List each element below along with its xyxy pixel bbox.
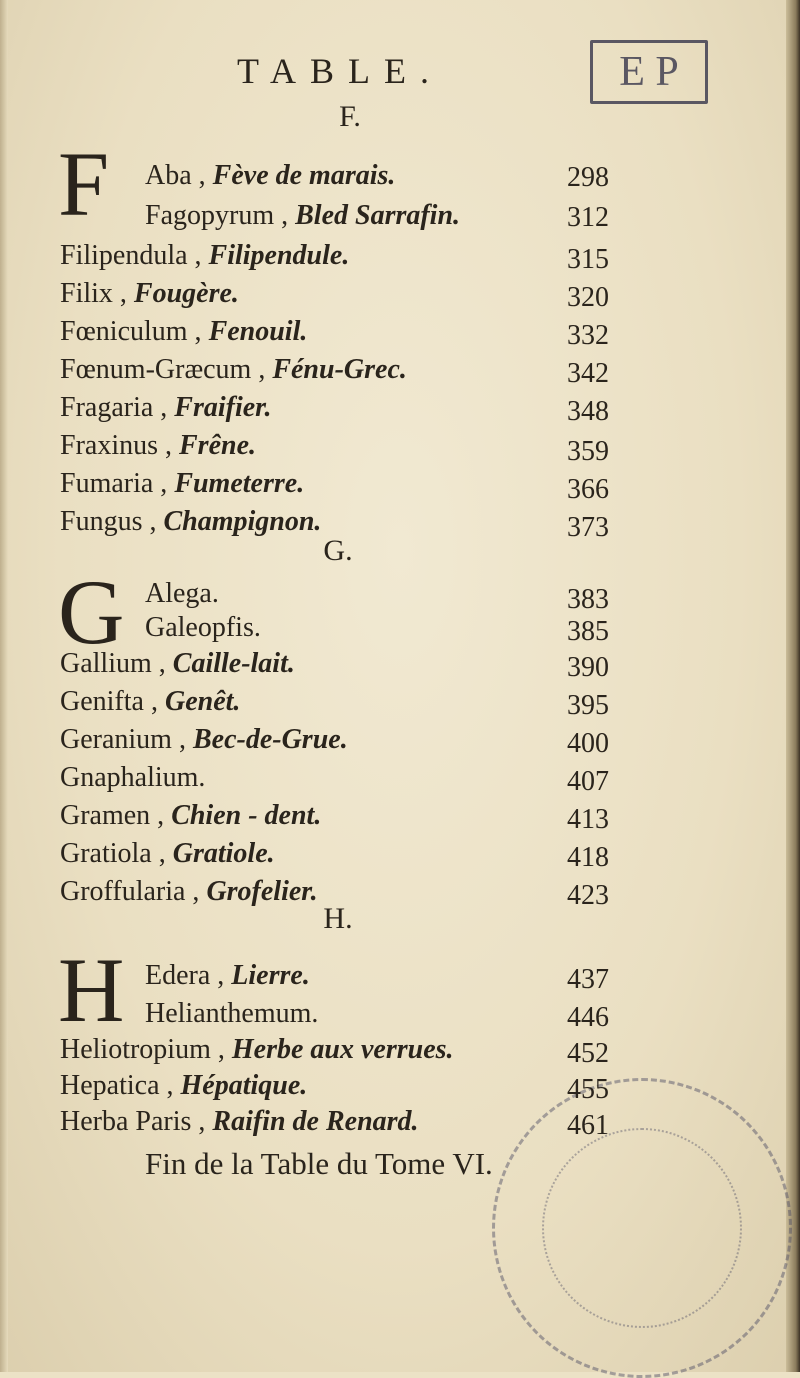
page-title: TABLE. [236,51,444,91]
entry-page-number: 395 [567,690,609,721]
page-binding-edge [786,0,800,1372]
entry-page-number: 342 [567,358,609,389]
entry-page-number: 455 [567,1074,609,1105]
entry-french: Frêne. [179,430,256,461]
entry-french: Genêt. [164,686,241,717]
entry-french: Chien - dent. [171,800,322,831]
entry-latin: Herba Paris , [60,1106,206,1137]
index-entry [60,240,580,280]
drop-cap-h: H [58,939,125,1041]
index-entry [60,392,580,432]
index-entry [60,430,580,470]
entry-page-number: 407 [567,766,609,797]
entry-page-number: 359 [567,436,609,467]
entry-page-number: 400 [567,728,609,759]
index-entry [60,800,580,840]
entry-french: Herbe aux verrues. [231,1034,454,1065]
entry-french: Fumeterre. [174,468,305,499]
entry-page-number: 298 [567,162,609,193]
entry-page-number: 385 [567,616,609,647]
entry-french: Fenouil. [208,316,308,347]
entry-page-number: 461 [567,1110,609,1141]
entry-latin: Gallium , [60,648,166,679]
entry-french: Champignon. [163,506,322,537]
index-entry [60,648,580,688]
library-stamp [590,40,708,104]
entry-french: Fénu-Grec. [272,354,407,385]
entry-latin: Gramen , [60,800,165,831]
index-entry [60,686,580,726]
entry-latin: Fraxinus , [60,430,172,461]
entry-french: Grofelier. [206,876,318,907]
entry-french: Hépatique. [180,1070,308,1101]
entry-page-number: 320 [567,282,609,313]
entry-latin: Fumaria , [60,468,168,499]
index-entry [60,1034,580,1074]
entry-french: Raifin de Renard. [212,1106,419,1137]
entry-latin: Groffularia , [60,876,200,907]
entry-page-number: 413 [567,804,609,835]
entry-latin: Galeopfis. [145,612,261,643]
library-stamp-text: E P [619,49,679,95]
round-library-stamp-inner [542,1128,742,1328]
entry-page-number: 366 [567,474,609,505]
entry-latin: Fœniculum , [60,316,202,347]
end-of-table-note: Fin de la Table du Tome VI. [145,1146,493,1181]
entry-page-number: 437 [567,964,609,995]
drop-cap-f: F [58,133,110,235]
entry-page-number: 315 [567,244,609,275]
entry-latin: Fœnum-Græcum , [60,354,266,385]
entry-french: Fraifier. [174,392,272,423]
entry-latin: Gratiola , [60,838,166,869]
entry-latin: Fragaria , [60,392,168,423]
entry-latin: Heliotropium , [60,1034,225,1065]
entry-page-number: 332 [567,320,609,351]
entry-latin: Filipendula , [60,240,202,271]
entry-latin: Geranium , [60,724,186,755]
page-left-edge [0,0,8,1372]
index-entry [60,354,580,394]
entry-page-number: 446 [567,1002,609,1033]
entry-french: Gratiole. [172,838,275,869]
entry-french: Fève de marais. [212,160,396,191]
entry-latin: Fagopyrum , [145,200,289,231]
entry-latin: Alega. [145,578,219,609]
entry-latin: Edera , [145,960,225,991]
index-entry [60,1106,580,1146]
entry-french: Fougère. [133,278,239,309]
entry-french: Filipendule. [208,240,350,271]
entry-latin: Fungus , [60,506,157,537]
drop-cap-g: G [58,561,125,663]
entry-latin: Filix , [60,278,127,309]
index-entry [60,762,580,802]
entry-page-number: 348 [567,396,609,427]
entry-page-number: 418 [567,842,609,873]
entry-page-number: 373 [567,512,609,543]
index-entry [60,278,580,318]
section-heading-f: F. [339,100,361,133]
index-entry [60,468,580,508]
entry-french: Bled Sarrafin. [295,200,461,231]
entry-french: Lierre. [231,960,310,991]
index-entry [60,316,580,356]
index-entry [60,1070,580,1110]
entry-latin: Aba , [145,160,206,191]
entry-page-number: 383 [567,584,609,615]
index-entry [60,724,580,764]
entry-french: Caille-lait. [172,648,295,679]
entry-latin: Helianthemum. [145,998,319,1029]
entry-latin: Hepatica , [60,1070,174,1101]
index-entry [60,838,580,878]
entry-page-number: 390 [567,652,609,683]
entry-latin: Gnaphalium. [60,762,206,793]
entry-page-number: 452 [567,1038,609,1069]
section-heading-h: H. [323,902,353,935]
entry-latin: Genifta , [60,686,158,717]
entry-page-number: 312 [567,202,609,233]
entry-page-number: 423 [567,880,609,911]
section-heading-g: G. [323,534,353,567]
entry-french: Bec-de-Grue. [192,724,348,755]
